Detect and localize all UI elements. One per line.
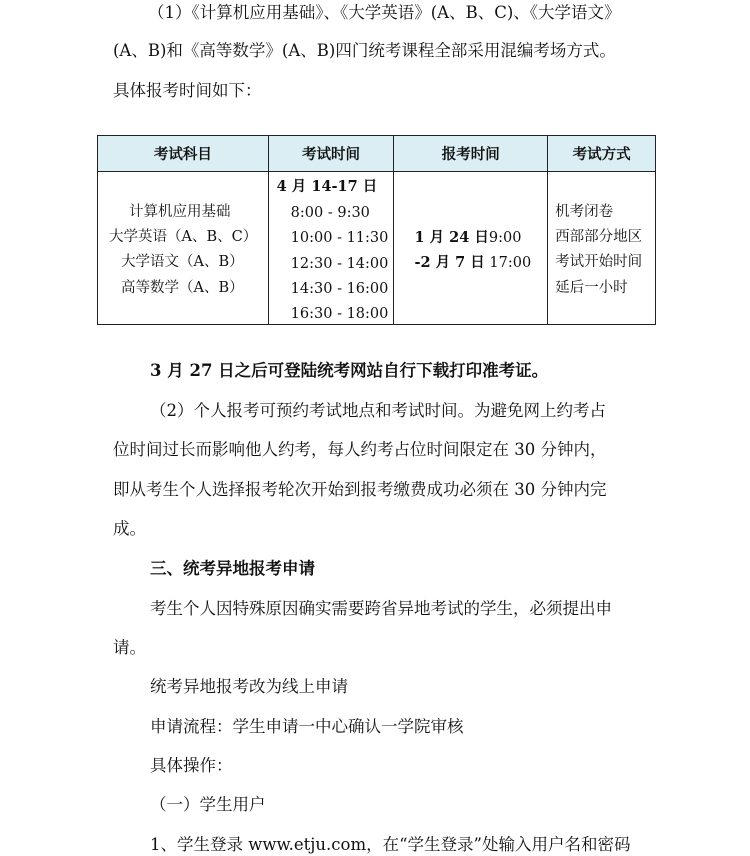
application-process: 申请流程：学生申请一中心确认一学院审核	[150, 717, 464, 736]
operation-heading: 具体操作：	[150, 756, 233, 775]
online-application-note: 统考异地报考改为线上申请	[150, 677, 348, 696]
registration-time-cell	[394, 172, 548, 325]
exam-slot-3: 12:30 - 14:00	[290, 256, 389, 272]
step-1: 1、学生登录 www.etju.com，在“学生登录”处输入用户名和密码	[150, 835, 631, 854]
para3-line-2: 请。	[113, 638, 146, 657]
method-line-4: 延后一小时	[555, 280, 628, 296]
subjects-cell	[98, 172, 269, 325]
header-subject: 考试科目	[98, 136, 269, 172]
method-line-3: 考试开始时间	[555, 254, 643, 270]
para3-line-1: 考生个人因特殊原因确实需要跨省异地考试的学生，必须提出申	[150, 599, 612, 618]
para2-line-1: （2）个人报考可预约考试地点和考试时间。为避免网上约考占	[150, 401, 606, 420]
registration-end	[414, 253, 531, 273]
student-user-heading: （一）学生用户	[150, 795, 266, 814]
exam-method-cell	[548, 172, 656, 325]
registration-end-date: -2 月 7 日	[414, 254, 485, 271]
exam-slot-1: 8:00 - 9:30	[290, 205, 370, 221]
subject-english: 大学英语（A、B、C）	[109, 229, 258, 245]
para2-line-4: 成。	[113, 519, 146, 538]
registration-start	[414, 228, 521, 248]
registration-start-date: 1 月 24 日	[414, 229, 489, 246]
exam-slot-2: 10:00 - 11:30	[290, 230, 389, 246]
intro-line-2: (A、B)和《高等数学》(A、B)四门统考课程全部采用混编考场方式。	[113, 41, 616, 60]
exam-slot-4: 14:30 - 16:00	[290, 281, 389, 297]
header-exam-method: 考试方式	[548, 136, 656, 172]
exam-schedule-table	[97, 135, 656, 325]
registration-start-time: 9:00	[488, 230, 522, 246]
admission-ticket-notice: 3 月 27 日之后可登陆统考网站自行下载打印准考证。	[150, 361, 549, 380]
exam-date: 4 月 14-17 日	[276, 178, 378, 195]
registration-end-time: 17:00	[489, 255, 532, 271]
subject-computer: 计算机应用基础	[129, 204, 231, 220]
intro-line-3: 具体报考时间如下：	[113, 81, 262, 100]
method-line-2: 西部部分地区	[555, 229, 643, 245]
section-3-title: 三、统考异地报考申请	[150, 559, 315, 578]
exam-time-cell	[268, 172, 394, 325]
method-line-1: 机考闭卷	[555, 204, 614, 220]
header-registration-time: 报考时间	[394, 136, 548, 172]
para2-line-2: 位时间过长而影响他人约考，每人约考占位时间限定在 30 分钟内，	[113, 440, 607, 459]
intro-line-1: （1）《计算机应用基础》、《大学英语》(A、B、C)、《大学语文》	[148, 3, 621, 22]
subject-chinese: 大学语文（A、B）	[121, 254, 244, 270]
exam-slot-5: 16:30 - 18:00	[290, 306, 389, 322]
subject-math: 高等数学（A、B）	[121, 280, 244, 296]
para2-line-3: 即从考生个人选择报考轮次开始到报考缴费成功必须在 30 分钟内完	[113, 480, 607, 499]
header-exam-time: 考试时间	[268, 136, 394, 172]
